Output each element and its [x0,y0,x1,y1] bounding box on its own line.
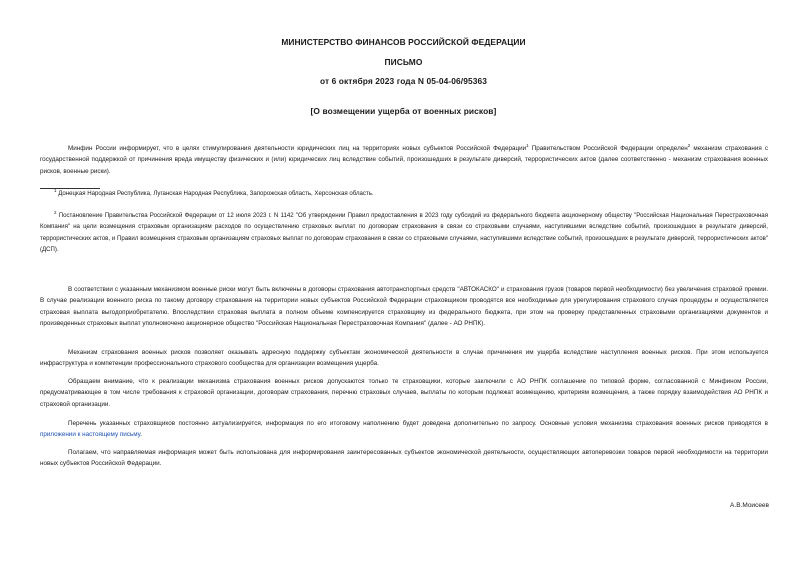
footnote-1: $^1$ Донецкая Народная Республика, Луганская Народная Республика, Запорожская область, Херсонская область. [54,187,374,197]
appendix-link[interactable]: приложении к настоящему письму [40,431,141,439]
document-date-number: от 6 октября 2023 года N 05-04-06/95363 [319,76,488,86]
document-type: ПИСЬМО [384,57,423,67]
ministry-heading: МИНИСТЕРСТВО ФИНАНСОВ РОССИЙСКОЙ ФЕДЕРАЦИИ [281,37,526,47]
footnote-ref-1[interactable]: 1 [526,142,529,148]
paragraph-support: Механизм страхования военных рисков позволяет оказывать адресную поддержку субъектам экономической деятельности в случае причинения им ущерба вследствие наступления военных рисков. При этом используется инфраструктура и компетенции профессионального страхового сообщества для организации возмещения ущерба. [40,349,768,368]
document-subject: [О возмещении ущерба от военных рисков] [310,106,497,116]
footnote-ref-2[interactable]: 2 [687,142,691,148]
signature: А.В.Моисеев [730,502,769,509]
paragraph-list: Перечень указанных страховщиков постоянно актуализируется, информация по его итоговому наполнению будет доведена дополнительно по запросу. Основные условия механизма страхования военных рисков приводятся в приложении к настоящему письму. [40,420,768,439]
footnote-2: $^2$ Постановление Правительства Российской Федерации от 12 июля 2023 г. N 1142 "Об утверждении Правил предоставления в 2023 году субсидий из федерального бюджета акционерному обществу "Российская Национальная Перестраховочная Компания" на цели возмещения страховым организациям расходов по осуществлению страховых выплат по договорам страхования в связи со страховыми случаями, наступившими вследствие событий, произошедших в результате диверсий, террористических актов, и Правил возмещения страховым организациям страховых выплат по договорам страхования в связи со страховыми случаями, наступившими вследствие событий, произошедших в результате диверсий, террористических актов" (ДСП). [40,209,768,254]
paragraph-intro: Минфин России информирует, что в целях стимулирования деятельности юридических лиц на территориях новых субъектов Российской Федерации$^1$ Правительством Российской Федерации определен$^2$ механизм страхования с государственной поддержкой от причинения вреда имуществу физических и (или) юридических лиц вследствие событий, произошедших в результате диверсий, террористических актов (далее соответственно - механизм страхования военных рисков, военные риски). [40,142,768,175]
paragraph-conclusion: Полагаем, что направляемая информация может быть использована для информирования заинтересованных субъектов экономической деятельности, осуществляющих автоперевозки товаров первой необходимости на территории новых субъектов Российской Федерации. [40,449,768,468]
paragraph-mechanism: В соответствии с указанным механизмом военные риски могут быть включены в договоры страхования автотранспортных средств "АВТОКАСКО" и страхования грузов (товаров первой необходимости) без увеличения страховой премии. В случае реализации военного риска по такому договору страхования на территории новых субъектов Российской Федерации страховщиком проводятся все необходимые для урегулирования страхового случая процедуры и осуществляется страховая выплата выгодоприобретателю. Впоследствии страховая выплата в полном объеме компенсируется страховщику из федерального бюджета, при этом на проверку представленных страховыми организациями документов и произведенных страховых выплат уполномочено акционерное общество "Российская Национальная Перестраховочная Компания" (далее - АО РНПК). [40,286,768,328]
paragraph-insurers: Обращаем внимание, что к реализации механизма страхования военных рисков допускаются только те страховщики, которые заключили с АО РНПК соглашение по типовой форме, согласованной с Минфином России, предусматривающее в том числе требования к страховой организации, договорам страхования, перечню страховых случаев, выплаты по которым подлежат возмещению, критериям возмещения, а также порядку взаимодействия АО РНПК и страховой организации. [40,378,768,408]
